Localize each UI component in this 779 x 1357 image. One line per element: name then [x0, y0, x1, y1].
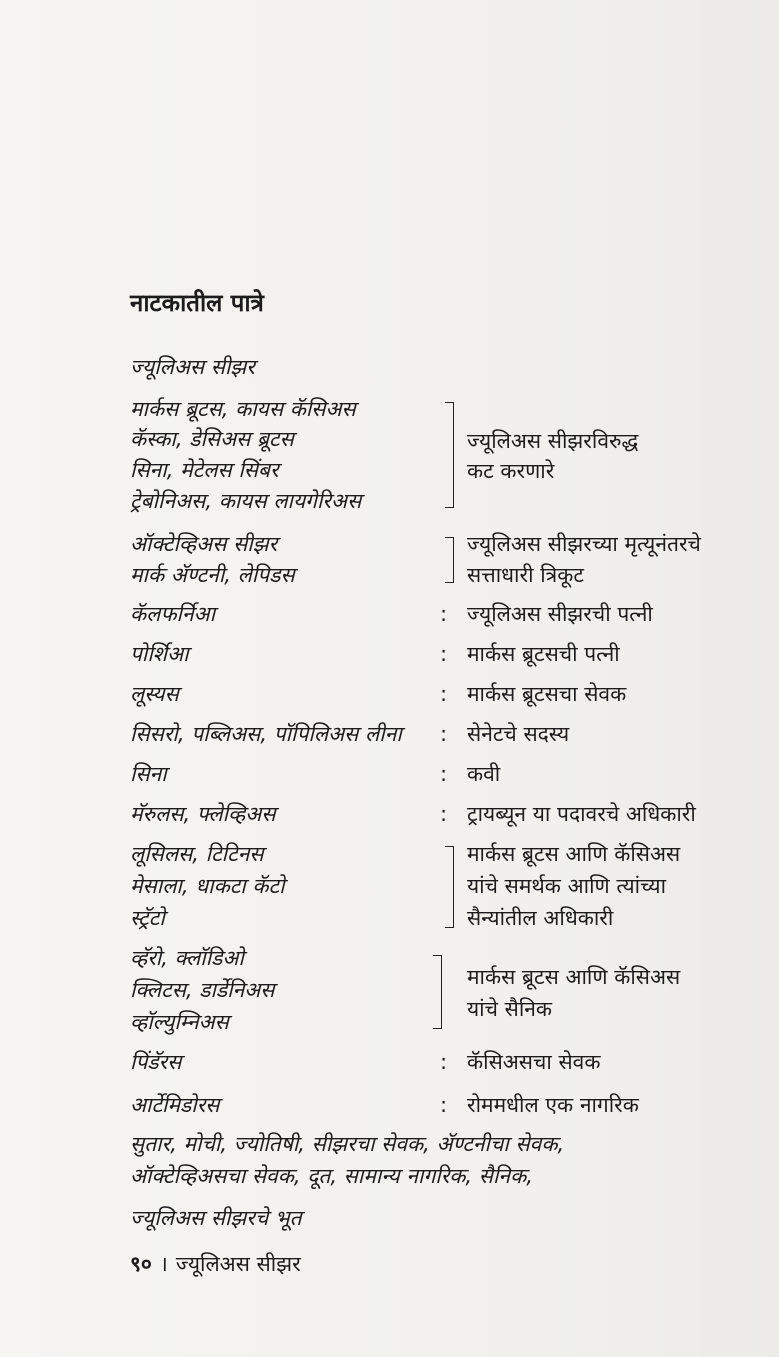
page-number: ९० [130, 1252, 152, 1276]
conspirator-name: ट्रेबोनिअस, कायस लायगेरिअस [130, 489, 362, 513]
colon-separator: : [440, 642, 448, 666]
colon-separator: : [440, 722, 448, 746]
conspirator-name: सिना, मेटेलस सिंबर [130, 458, 279, 482]
group-bracket [445, 537, 454, 583]
colon-separator: : [440, 1093, 448, 1117]
character-name: सिसरो, पब्लिअस, पॉपिलिअस लीना [130, 722, 402, 746]
conspirator-name: मार्कस ब्रूटस, कायस कॅसिअस [130, 397, 356, 421]
character-name: पोर्शिआ [130, 642, 189, 666]
character-description: मार्कस ब्रूटसची पत्नी [467, 642, 620, 666]
colon-separator: : [440, 602, 448, 626]
character-name: पिंडॅरस [130, 1050, 182, 1074]
colon-separator: : [440, 762, 448, 786]
minor-characters-line: सुतार, मोची, ज्योतिषी, सीझरचा सेवक, ॲण्टनीचा सेवक, [130, 1132, 565, 1156]
officer-name: लूसिलस, टिटिनस [130, 842, 264, 866]
soldier-name: व्हॅरो, क्लॉडिओ [130, 946, 244, 970]
group-bracket [445, 402, 454, 508]
character-name: आर्टेमिडोरस [130, 1093, 220, 1117]
running-title: ज्यूलिअस सीझर [175, 1252, 301, 1276]
character-description: कवी [467, 762, 501, 786]
colon-separator: : [440, 802, 448, 826]
soldiers-description: यांचे सैनिक [467, 997, 553, 1021]
minor-characters-line: ज्यूलिअस सीझरचे भूत [130, 1206, 302, 1230]
soldier-name: क्लिटस, डार्डेनिअस [130, 978, 275, 1002]
group-bracket [445, 846, 454, 928]
triumvir-name: ऑक्टेव्हिअस सीझर [130, 532, 278, 556]
conspirators-description: कट करणारे [467, 459, 555, 483]
character-name: सिना [130, 762, 167, 786]
page-heading: नाटकातील पात्रे [130, 289, 264, 317]
character-description: ट्रायब्यून या पदावरचे अधिकारी [467, 802, 696, 826]
officers-description: यांचे समर्थक आणि त्यांच्या [467, 874, 667, 898]
triumvir-name: मार्क ॲण्टनी, लेपिडस [130, 563, 295, 587]
officer-name: मेसाला, धाकटा कॅटो [130, 874, 285, 898]
conspirators-description: ज्यूलिअस सीझरविरुद्ध [467, 429, 639, 453]
officer-name: स्ट्रॅटो [130, 906, 165, 930]
character-name: लूस्यस [130, 682, 179, 706]
minor-characters-line: ऑक्टेव्हिअसचा सेवक, दूत, सामान्य नागरिक, सैनिक, [130, 1164, 533, 1188]
page-folio [130, 1249, 301, 1279]
character-description: सेनेटचे सदस्य [467, 722, 570, 746]
group-bracket [433, 955, 442, 1029]
triumvirs-description: सत्ताधारी त्रिकूट [467, 563, 584, 587]
character-name: मॅरुलस, फ्लेव्हिअस [130, 802, 276, 826]
soldier-name: व्हॉल्युम्निअस [130, 1010, 229, 1034]
soldiers-description: मार्कस ब्रूटस आणि कॅसिअस [467, 965, 681, 989]
character-description: रोममधील एक नागरिक [467, 1093, 639, 1117]
character-description: कॅसिअसचा सेवक [467, 1050, 601, 1074]
officers-description: सैन्यांतील अधिकारी [467, 906, 614, 930]
triumvirs-description: ज्यूलिअस सीझरच्या मृत्यूनंतरचे [467, 532, 701, 556]
character-name: कॅलफर्निआ [130, 602, 216, 626]
folio-separator: । [159, 1252, 168, 1276]
character-description: ज्यूलिअस सीझरची पत्नी [467, 602, 653, 626]
colon-separator: : [440, 682, 448, 706]
character-caesar: ज्यूलिअस सीझर [130, 355, 255, 379]
character-description: मार्कस ब्रूटसचा सेवक [467, 682, 627, 706]
conspirator-name: कॅस्का, डेसिअस ब्रूटस [130, 427, 294, 451]
officers-description: मार्कस ब्रूटस आणि कॅसिअस [467, 842, 681, 866]
colon-separator: : [440, 1050, 448, 1074]
